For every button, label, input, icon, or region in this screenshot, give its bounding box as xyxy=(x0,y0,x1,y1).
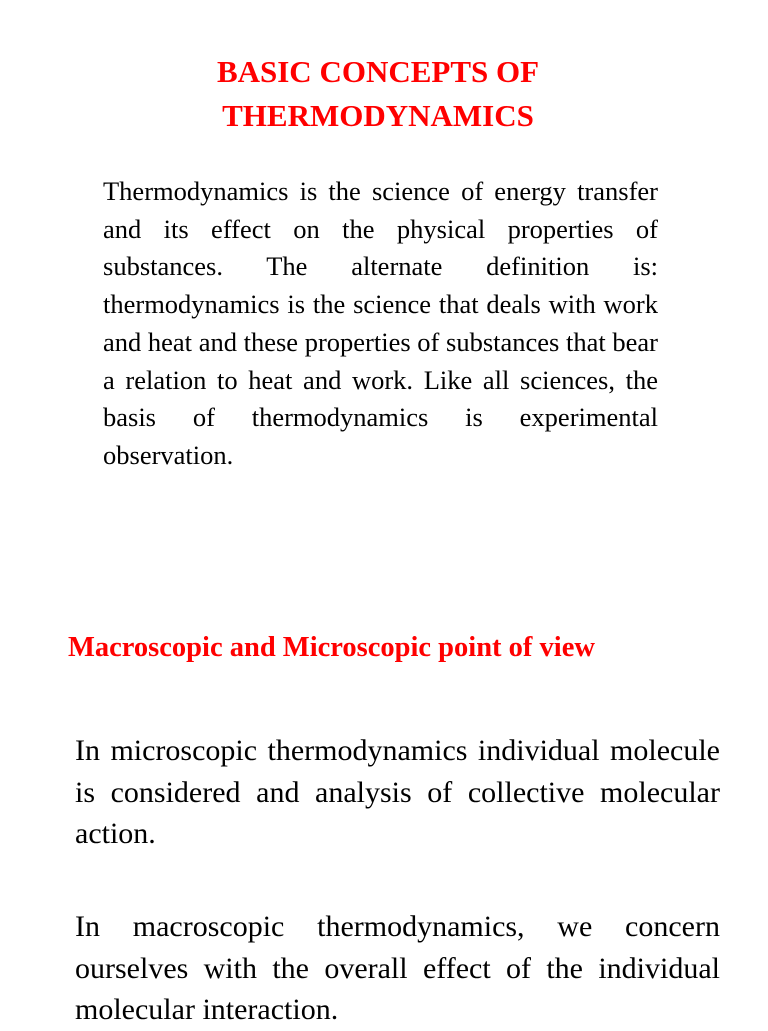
section-heading: Macroscopic and Microscopic point of view xyxy=(68,632,595,663)
page-title xyxy=(0,50,756,138)
microscopic-paragraph: In microscopic thermodynamics individual molecule is considered and analysis of collective molecular action. xyxy=(75,734,720,850)
page-title-line-2: THERMODYNAMICS xyxy=(222,98,534,133)
intro-paragraph: Thermodynamics is the science of energy transfer and its effect on the physical properties of substances. The alternate definition is: thermodynamics is the science that deals with work and heat and these properties of substances that bear a relation to heat and work. Like all sciences, the basis of thermodynamics is experimental observation. xyxy=(103,176,658,470)
macroscopic-paragraph: In macroscopic thermodynamics, we concern ourselves with the overall effect of the individual molecular interaction. xyxy=(75,910,720,1026)
page-title-line-1: BASIC CONCEPTS OF xyxy=(216,54,540,89)
